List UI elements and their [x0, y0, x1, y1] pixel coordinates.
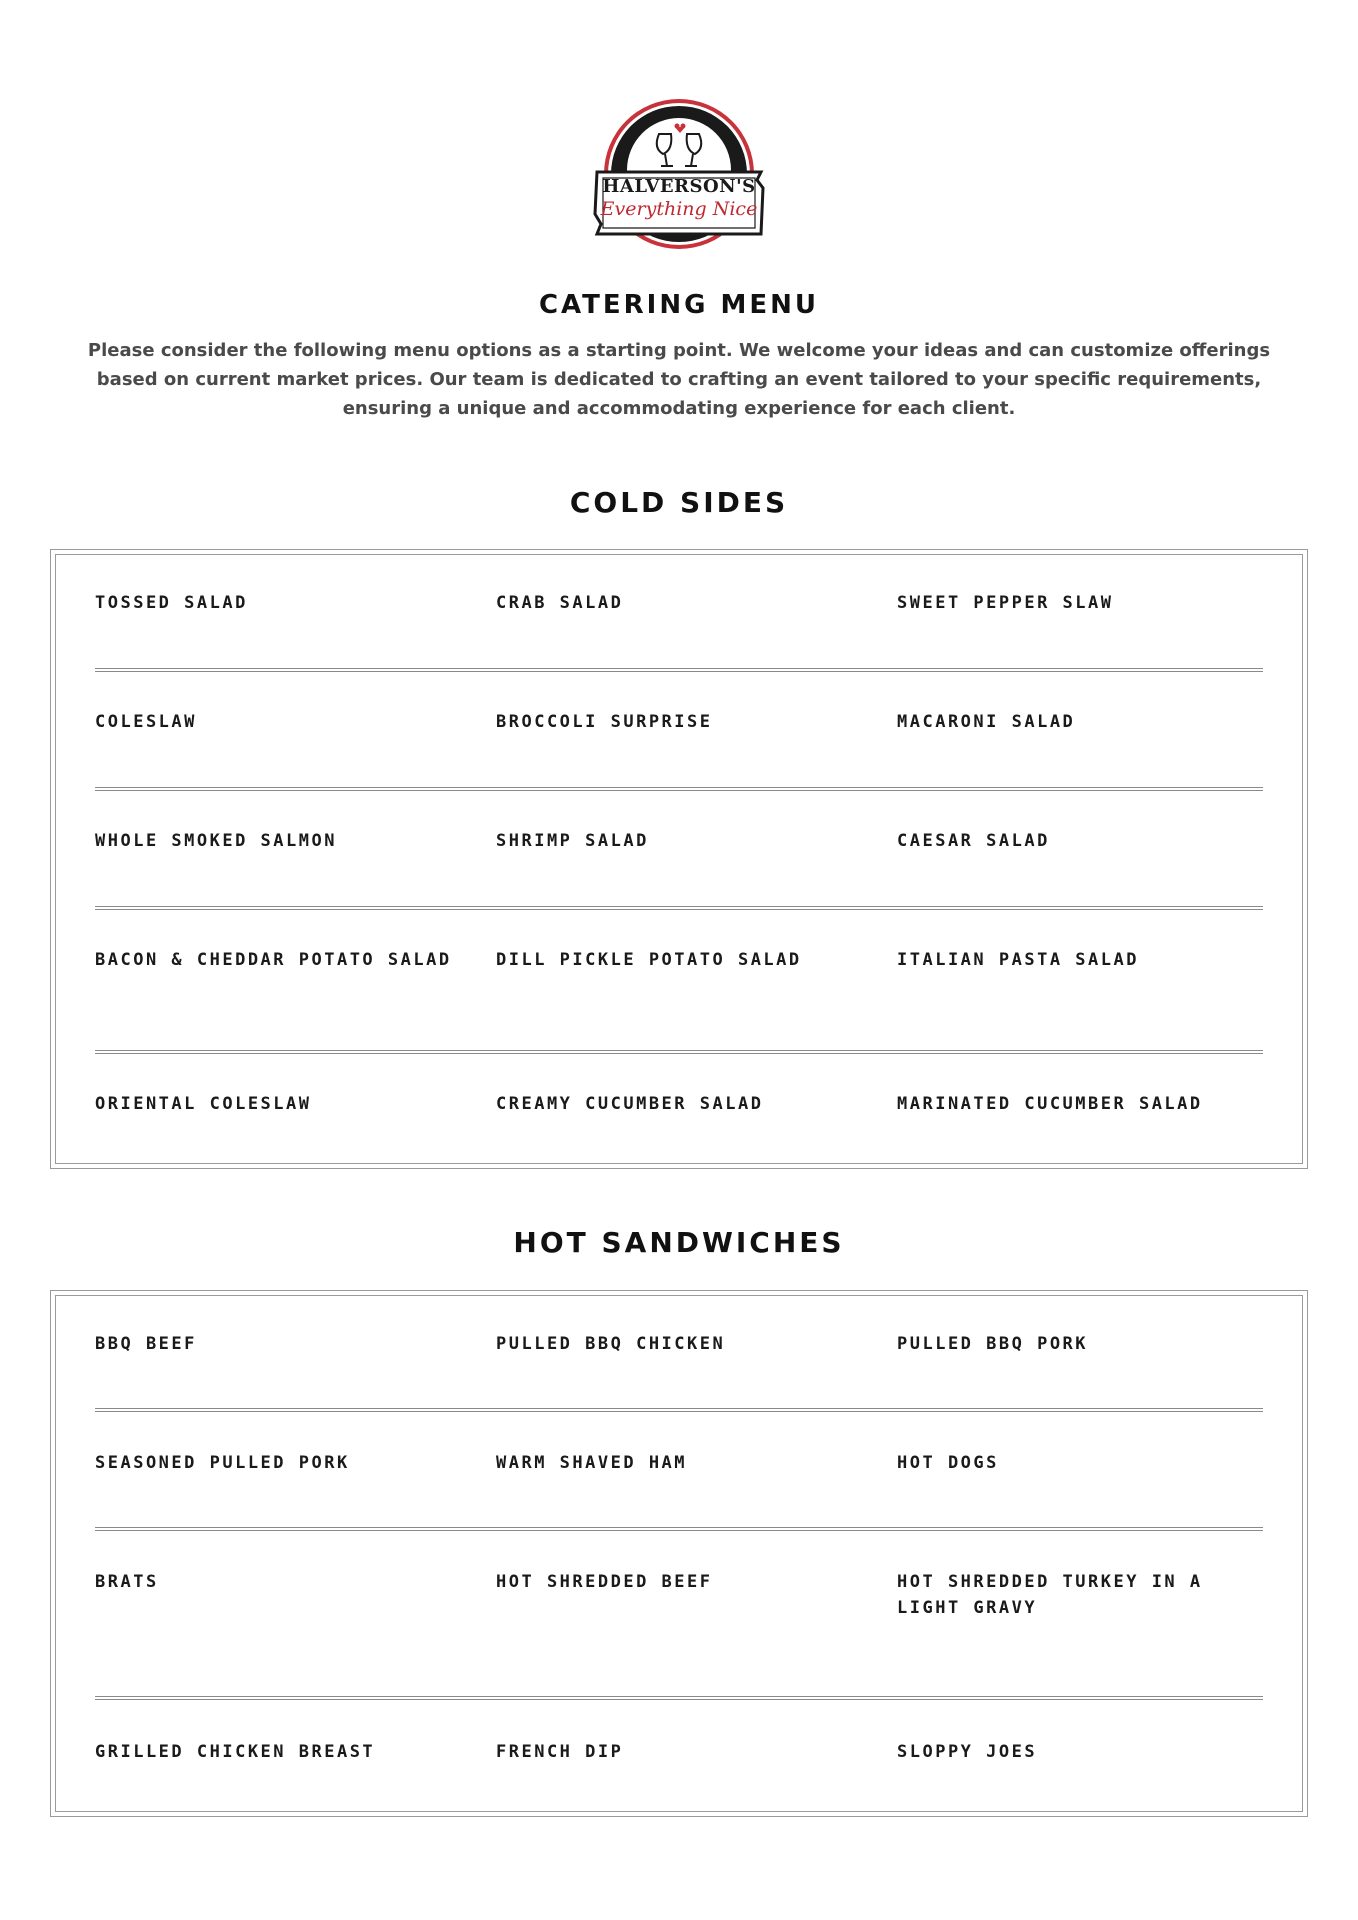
menu-item: COLESLAW [95, 712, 197, 732]
section-title-cold-sides: COLD SIDES [569, 486, 789, 519]
row-divider [95, 906, 1263, 910]
row-divider [95, 668, 1263, 672]
menu-item: BROCCOLI SURPRISE [496, 712, 713, 732]
menu-item: BBQ BEEF [95, 1334, 197, 1354]
menu-item: PULLED BBQ PORK [897, 1334, 1089, 1354]
menu-item: PULLED BBQ CHICKEN [496, 1334, 726, 1354]
menu-item: ORIENTAL COLESLAW [95, 1094, 312, 1114]
menu-item: CAESAR SALAD [897, 831, 1050, 851]
menu-item: CRAB SALAD [496, 593, 624, 613]
section-title-hot-sandwiches: HOT SANDWICHES [513, 1226, 845, 1259]
menu-box-hot-sandwiches [50, 1290, 1308, 1817]
intro-paragraph: Please consider the following menu options as a starting point. We welcome your ideas and can customize offerings based on current market prices. Our team is dedicated to crafting an event tailored to your specific requirements, ensuring a unique and accommodating experience for each client. [87, 340, 1271, 419]
menu-item: SWEET PEPPER SLAW [897, 593, 1114, 613]
menu-box-cold-sides [50, 549, 1308, 1169]
menu-item: BRATS [95, 1572, 159, 1592]
menu-item: GRILLED CHICKEN BREAST [95, 1742, 376, 1762]
row-divider [95, 1527, 1263, 1531]
row-divider [95, 1408, 1263, 1412]
menu-item: MACARONI SALAD [897, 712, 1076, 732]
menu-item: BACON & CHEDDAR POTATO SALAD [95, 950, 452, 970]
logo-tagline: Everything Nice [600, 198, 758, 220]
menu-item: WHOLE SMOKED SALMON [95, 831, 337, 851]
menu-item: SHRIMP SALAD [496, 831, 649, 851]
menu-item: HOT SHREDDED TURKEY IN A LIGHT GRAVY [897, 1572, 1203, 1618]
menu-item: HOT DOGS [897, 1453, 999, 1473]
row-divider [95, 1696, 1263, 1700]
logo-name: HALVERSON'S [602, 176, 756, 197]
menu-item: HOT SHREDDED BEEF [496, 1572, 713, 1592]
menu-item: CREAMY CUCUMBER SALAD [496, 1094, 764, 1114]
menu-item: TOSSED SALAD [95, 593, 248, 613]
menu-item: FRENCH DIP [496, 1742, 624, 1762]
menu-item: SEASONED PULLED PORK [95, 1453, 350, 1473]
menu-item: WARM SHAVED HAM [496, 1453, 688, 1473]
menu-item: SLOPPY JOES [897, 1742, 1038, 1762]
logo [589, 96, 769, 256]
menu-item: MARINATED CUCUMBER SALAD [897, 1094, 1203, 1114]
menu-item: ITALIAN PASTA SALAD [897, 950, 1139, 970]
row-divider [95, 787, 1263, 791]
row-divider [95, 1050, 1263, 1054]
page-title: CATERING MENU [538, 290, 820, 320]
menu-item: DILL PICKLE POTATO SALAD [496, 950, 802, 970]
